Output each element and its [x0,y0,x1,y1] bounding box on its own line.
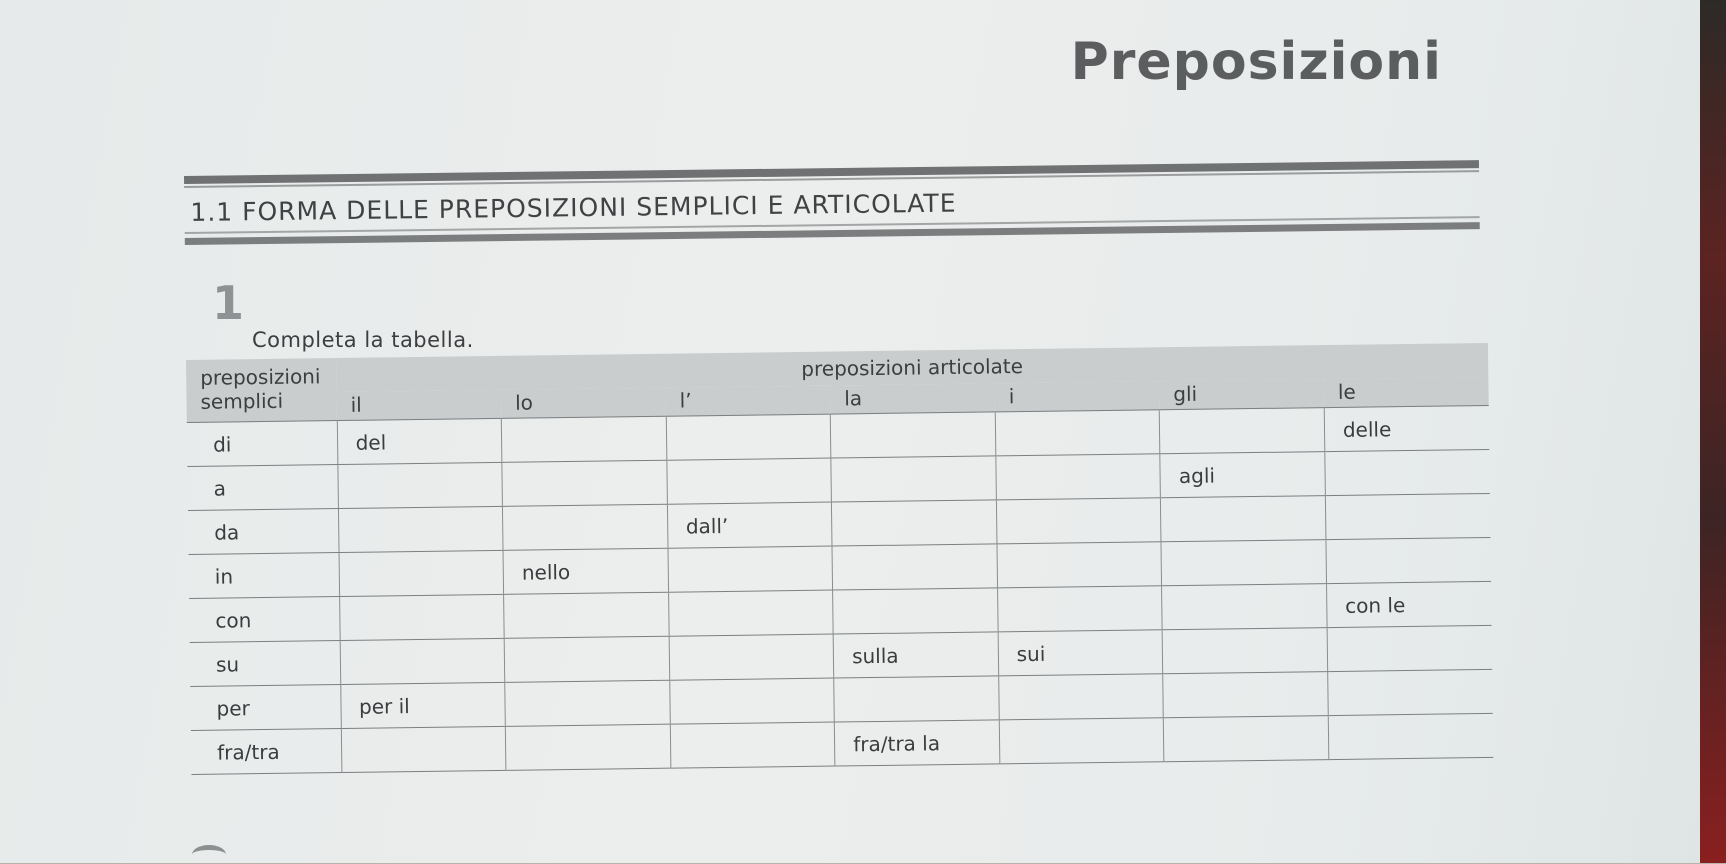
blank-cell[interactable] [1326,537,1491,583]
article-header: la [830,383,995,414]
answer-cell: fra/tra la [834,720,999,766]
preposition-cell: di [187,421,338,467]
blank-cell[interactable] [831,456,996,502]
blank-cell[interactable] [999,718,1164,764]
blank-cell[interactable] [668,590,833,636]
blank-cell[interactable] [833,588,998,634]
header-semplici: preposizioni semplici [186,358,337,422]
answer-cell: dall’ [667,502,832,548]
blank-cell[interactable] [1161,496,1326,542]
preposition-cell: da [188,509,339,555]
blank-cell[interactable] [997,542,1162,588]
page-title: Preposizioni [1070,32,1442,92]
blank-cell[interactable] [1162,584,1327,630]
blank-cell[interactable] [669,678,834,724]
blank-cell[interactable] [832,544,997,590]
blank-cell[interactable] [670,722,835,768]
blank-cell[interactable] [1160,408,1325,454]
blank-cell[interactable] [666,414,831,460]
blank-cell[interactable] [341,726,506,772]
answer-cell: per il [340,682,505,728]
section-title: 1.1 FORMA DELLE PREPOSIZIONI SEMPLICI E ARTICOLATE [190,188,957,227]
blank-cell[interactable] [1328,669,1493,715]
preposition-cell: su [190,641,341,687]
blank-cell[interactable] [502,460,667,506]
background-edge [1700,0,1726,863]
blank-cell[interactable] [997,586,1162,632]
blank-cell[interactable] [996,498,1161,544]
article-header: lo [501,388,666,419]
blank-cell[interactable] [666,458,831,504]
article-header: l’ [666,386,831,417]
answer-cell: agli [1160,452,1325,498]
blank-cell[interactable] [668,546,833,592]
blank-cell[interactable] [1163,672,1328,718]
exercise-number: 1 [212,276,245,330]
answer-cell: nello [503,548,668,594]
blank-cell[interactable] [830,412,995,458]
preposition-cell: fra/tra [191,729,342,775]
blank-cell[interactable] [340,638,505,684]
answer-cell: delle [1324,405,1489,451]
preposition-table [186,343,1493,775]
blank-cell[interactable] [832,500,997,546]
blank-cell[interactable] [337,462,502,508]
section-header-band [184,160,1480,246]
next-exercise-number-fragment [192,845,226,864]
blank-cell[interactable] [504,592,669,638]
answer-cell: sui [998,630,1163,676]
exercise-instruction: Completa la tabella. [252,328,474,352]
article-header: il [336,390,501,421]
blank-cell[interactable] [1328,713,1493,759]
blank-cell[interactable] [339,550,504,596]
article-header: le [1324,377,1489,408]
blank-cell[interactable] [505,724,670,770]
blank-cell[interactable] [998,674,1163,720]
blank-cell[interactable] [1161,540,1326,586]
preposition-cell: con [189,597,340,643]
blank-cell[interactable] [1162,628,1327,674]
blank-cell[interactable] [1325,493,1490,539]
blank-cell[interactable] [996,454,1161,500]
blank-cell[interactable] [1164,716,1329,762]
answer-cell: con le [1326,581,1491,627]
answer-cell: sulla [833,632,998,678]
preposition-cell: in [189,553,340,599]
blank-cell[interactable] [1325,449,1490,495]
preposition-cell: a [187,465,338,511]
blank-cell[interactable] [503,504,668,550]
blank-cell[interactable] [504,636,669,682]
header-articolate: preposizioni articolate [336,343,1488,392]
blank-cell[interactable] [338,506,503,552]
blank-cell[interactable] [669,634,834,680]
preposition-cell: per [190,685,341,731]
blank-cell[interactable] [501,416,666,462]
article-header: i [995,381,1160,412]
blank-cell[interactable] [1327,625,1492,671]
blank-cell[interactable] [505,680,670,726]
blank-cell[interactable] [834,676,999,722]
article-header: gli [1159,379,1324,410]
answer-cell: del [337,418,502,464]
blank-cell[interactable] [995,410,1160,456]
blank-cell[interactable] [339,594,504,640]
